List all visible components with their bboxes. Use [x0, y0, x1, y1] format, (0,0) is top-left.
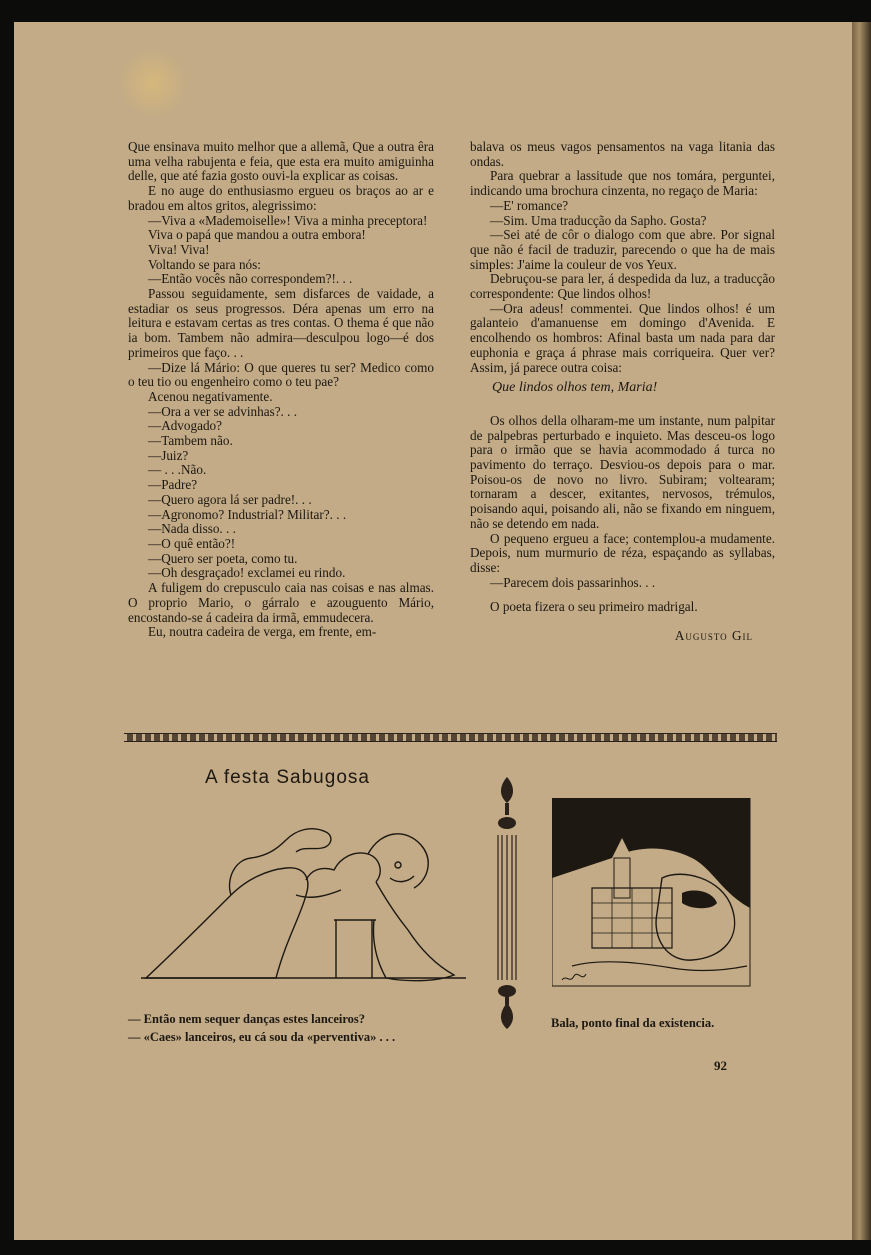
paragraph: Acenou negativamente. — [148, 388, 273, 404]
decorative-rule — [124, 733, 777, 742]
caption-line-1: — Então nem sequer danças estes lanceiros? — [128, 1012, 366, 1026]
paragraph: E no auge do enthusiasmo ergueu os braços ao ar e bradou em altos gritos, alegrissimo: — [128, 183, 434, 213]
paragraph: Viva o papá que mandou a outra embora! — [148, 227, 366, 243]
paragraph: —Agronomo? Industrial? Militar?. . . — [148, 506, 347, 522]
right-text-column — [470, 140, 775, 644]
caption-line-2: — «Caes» lanceiros, eu cá sou da «perventiva» . . . — [128, 1030, 396, 1044]
page-number: 92 — [714, 1058, 727, 1073]
paragraph: —Parecem dois passarinhos. . . — [490, 574, 656, 590]
paragraph: —Viva a «Mademoiselle»! Viva a minha preceptora! — [148, 212, 428, 228]
caricature-sketch — [136, 800, 476, 995]
illustration-title: A festa Sabugosa — [205, 767, 370, 788]
paragraph: A fuligem do crepusculo caia nas coisas e nas almas. O proprio Mario, o gárralo e azouguento Mário, encostando-se á cadeira da irmã, emmudecera. — [128, 580, 434, 625]
paragraph: Voltando se para nós: — [148, 256, 261, 272]
paragraph: —Juiz? — [148, 447, 189, 463]
paragraph: —Sei até de côr o dialogo com que abre. Por signal que não é facil de traduzir, parecendo o que ha de mais simples: J'aime la couleur de vos Yeux. — [470, 227, 775, 272]
right-caption: Bala, ponto final da existencia. — [551, 1016, 715, 1030]
paragraph: Debruçou-se para ler, á despedida da luz, a traducção correspondente: Que lindos olhos! — [470, 271, 775, 302]
book-spine — [852, 22, 871, 1240]
madrigal-line: O poeta fizera o seu primeiro madrigal. — [490, 599, 698, 615]
paragraph: Os olhos della olharam-me um instante, num palpitar de palpebras perturbado e inquieto. Mas desceu-os logo para o irmão que se havia acommodado á turca no pavimento do terraço. Desviou-os depois para o mar. Poisou-os de novo no livro. Subiram; voltearam; tornaram a descer, exitantes, nervosos, trémulos, poisando aqui, poisando ali, não se fixando em ninguem, não se detendo em nada. — [470, 412, 775, 531]
paragraph: —E' romance? — [490, 197, 569, 213]
paragraph: —Tambem não. — [148, 433, 233, 449]
paragraph: Viva! Viva! — [148, 241, 210, 257]
paragraph: Eu, noutra cadeira de verga, em frente, em- — [148, 624, 377, 640]
column-ornament — [492, 775, 522, 1035]
paragraph: —Oh desgraçado! exclamei eu rindo. — [148, 565, 346, 581]
paragraph: —Ora adeus! commentei. Que lindos olhos! é um galanteio d'amanuense em domingo d'Avenida. E encolhendo os hombros: Afinal basta um nada para dar euphonia e graça á phrase mais corriqueira. Quer ver? Assim, já parece outra coisa: — [470, 300, 775, 375]
paragraph: balava os meus vagos pensamentos na vaga litania das ondas. — [470, 139, 775, 169]
dark-caricature-sketch — [552, 798, 752, 988]
paragraph: —Padre? — [148, 477, 198, 493]
paragraph: —Nada disso. . . — [148, 521, 236, 537]
paragraph: Passou seguidamente, sem disfarces de vaidade, a estadiar os seus progressos. Déra apenas um erro na leitura e estavam certas as tres contas. O thema é que não ia bom. Tambem não admira—desculpou logo—é dos primeiros que faço. . . — [128, 286, 434, 360]
paragraph: Para quebrar a lassitude que nos tomára, perguntei, indicando uma brochura cinzenta, no regaço de Maria: — [470, 168, 775, 199]
paragraph: —Ora a ver se advinhas?. . . — [148, 403, 298, 419]
paragraph: — . . .Não. — [148, 462, 207, 478]
paragraph: —Quero ser poeta, como tu. — [148, 550, 298, 566]
paragraph: —Advogado? — [148, 418, 222, 434]
paper-stain — [118, 48, 188, 118]
paragraph: —Sim. Uma traducção da Sapho. Gosta? — [490, 212, 707, 228]
paragraph: —O quê então?! — [148, 535, 236, 551]
left-text-column — [128, 140, 434, 640]
author-signature: Augusto Gil — [674, 628, 753, 644]
paragraph: Que ensinava muito melhor que a allemã, Que a outra êra uma velha rabujenta e feia, que esta era muito amiguinha delle, que até fazia gosto ouvi-la explicar as coisas. — [128, 139, 434, 184]
verse-line: Que lindos olhos tem, Maria! — [492, 380, 658, 396]
paragraph: O pequeno ergueu a face; contemplou-a mudamente. Depois, num murmurio de réza, espaçando as syllabas, disse: — [470, 530, 775, 575]
paragraph: —Então vocês não correspondem?!. . . — [148, 271, 353, 287]
paragraph: —Dize lá Mário: O que queres tu ser? Medico como o teu tio ou engenheiro como o teu pae? — [128, 359, 434, 390]
paragraph: —Quero agora lá ser padre!. . . — [148, 491, 312, 507]
